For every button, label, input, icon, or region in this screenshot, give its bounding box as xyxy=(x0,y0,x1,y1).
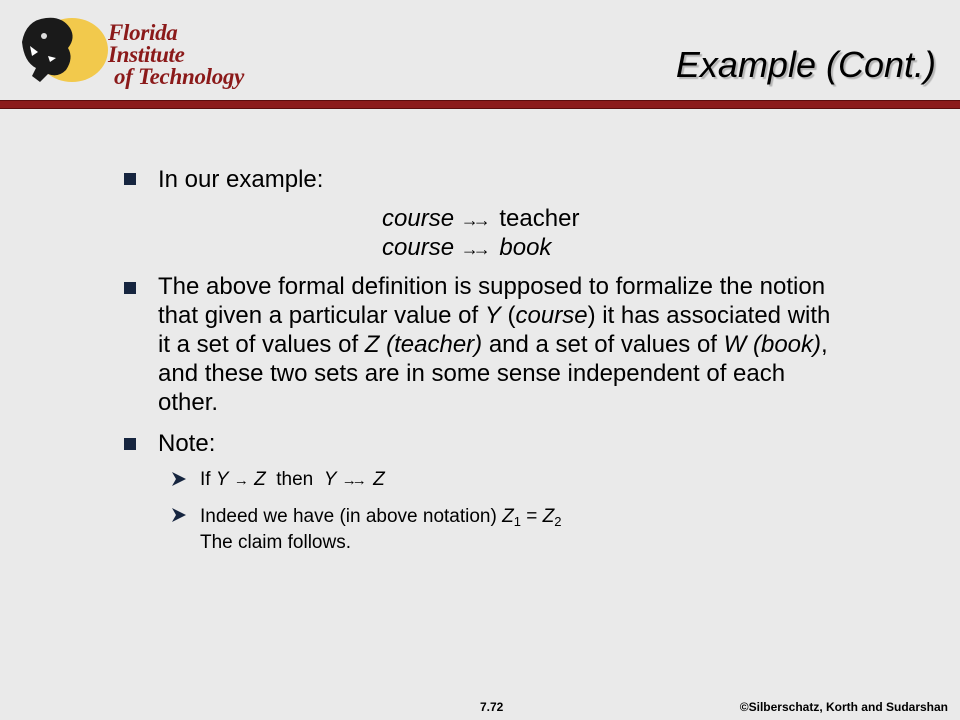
s1-z1: Z xyxy=(254,469,266,490)
s2-z1: Z xyxy=(502,506,514,527)
sub-bullet-1 xyxy=(200,467,385,494)
s2-z2: Z xyxy=(542,506,555,527)
arrowhead-bullet-icon xyxy=(170,470,188,488)
header-divider xyxy=(0,100,960,109)
b2-y: Y xyxy=(484,302,501,329)
mvd-2-lhs: course xyxy=(382,234,455,261)
bullet-square-icon xyxy=(124,438,136,450)
mvd-line-1 xyxy=(382,204,579,235)
sub-bullet-2-line-2: The claim follows. xyxy=(200,532,351,553)
b2-text-5: , and these two sets are in some sense independent of each other. xyxy=(158,331,828,416)
copyright: ©Silberschatz, Korth and Sudarshan xyxy=(739,700,948,714)
s1-y2: Y xyxy=(323,469,337,490)
s1-z2: Z xyxy=(373,469,385,490)
logo-line-1: Florida Institute xyxy=(108,20,185,67)
double-arrow-icon: →→ xyxy=(460,210,485,230)
logo-line-2: of Technology xyxy=(114,64,245,89)
b2-text-1: The above formal definition is supposed to formalize the notion that given a particular value of xyxy=(158,273,826,329)
fit-logo xyxy=(18,12,248,89)
s2-text-1: Indeed we have (in above notation) xyxy=(200,506,503,527)
b2-course: course xyxy=(515,302,588,329)
s1-then: then xyxy=(276,469,314,490)
bullet-square-icon xyxy=(124,282,136,294)
b2-text-2: ( xyxy=(500,302,516,329)
s2-sub-1: 1 xyxy=(513,514,521,529)
arrowhead-bullet-icon xyxy=(170,506,188,524)
bullet-square-icon xyxy=(124,173,136,185)
b2-z: Z (teacher) xyxy=(364,331,483,358)
s1-if: If xyxy=(200,469,216,490)
logo-wordmark xyxy=(108,22,248,88)
s2-equals: = xyxy=(520,506,543,527)
double-arrow-icon: →→ xyxy=(341,472,362,489)
double-arrow-icon: →→ xyxy=(460,239,485,259)
s2-sub-2: 2 xyxy=(554,514,562,529)
mvd-2-rhs: book xyxy=(499,234,552,261)
bullet-3-text: Note: xyxy=(158,430,216,457)
arrow-icon: → xyxy=(233,472,249,489)
bullet-1-text: In our example: xyxy=(158,166,324,193)
panther-logo-icon xyxy=(18,12,108,84)
mvd-line-2 xyxy=(382,233,551,264)
b2-w: W (book) xyxy=(723,331,822,358)
page-number: 7.72 xyxy=(480,700,504,714)
b2-text-3: ) it has associated with it a set of values of xyxy=(158,302,831,358)
mvd-1-lhs: course xyxy=(382,205,455,232)
bullet-2-paragraph xyxy=(158,272,848,417)
b2-text-4: and a set of values of xyxy=(482,331,724,358)
s1-y1: Y xyxy=(215,469,229,490)
mvd-1-rhs: teacher xyxy=(499,205,580,232)
slide-title: Example (Cont.) xyxy=(675,44,936,85)
